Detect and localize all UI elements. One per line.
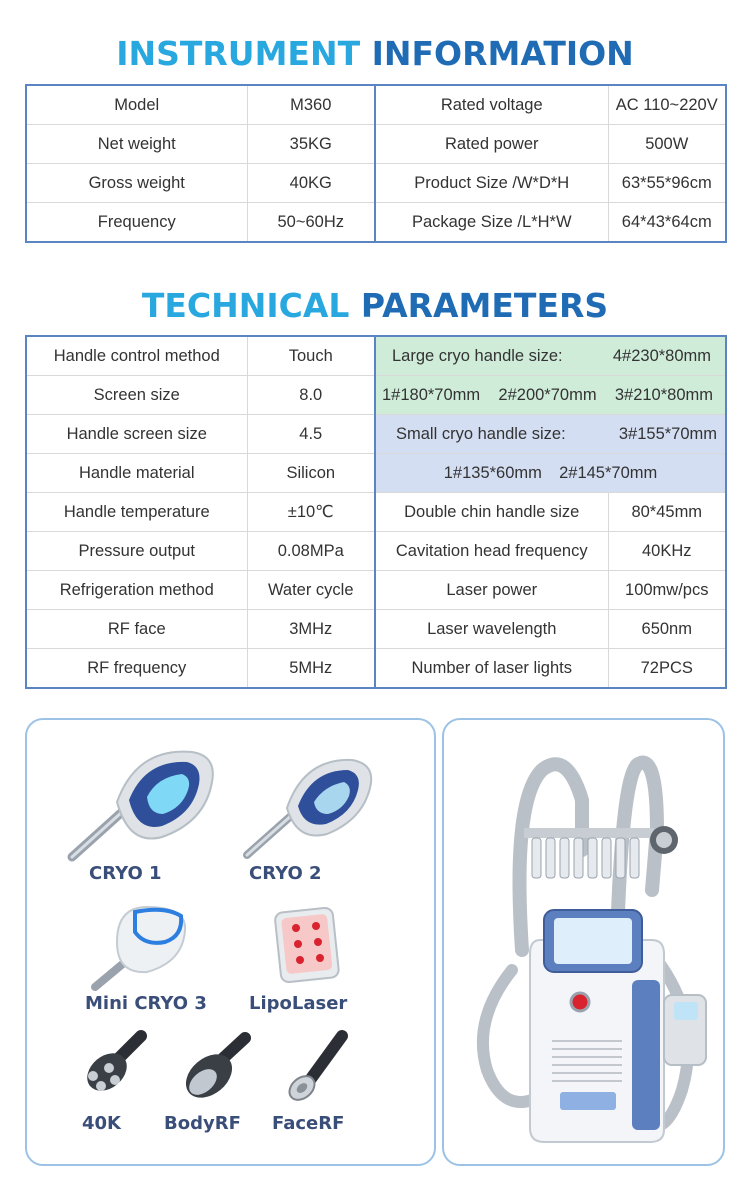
param-label: Handle control method: [26, 336, 247, 376]
spec-label: Gross weight: [26, 164, 247, 203]
40k-label: 40K: [82, 1113, 121, 1134]
param-label: Pressure output: [26, 532, 247, 571]
table-row: [26, 415, 726, 454]
instrument-information-heading: INSTRUMENT INFORMATION: [116, 34, 634, 73]
table-row: [26, 203, 726, 243]
param-label: Laser wavelength: [375, 610, 608, 649]
table-row: [26, 649, 726, 689]
param-value: 3MHz: [247, 610, 375, 649]
face-rf-head-image: [282, 1030, 352, 1110]
spec-value: 63*55*96cm: [608, 164, 726, 203]
large-cryo-label: Large cryo handle size:: [392, 346, 563, 365]
param-label: Cavitation head frequency: [375, 532, 608, 571]
param-label: Laser power: [375, 571, 608, 610]
param-value: 0.08MPa: [247, 532, 375, 571]
small-cryo-size-2: 2#145*70mm: [559, 463, 658, 482]
handpieces-panel: [25, 718, 436, 1166]
small-cryo-sizes-cell: [375, 454, 726, 493]
param-label: Handle temperature: [26, 493, 247, 532]
spec-label: Model: [26, 85, 247, 125]
lipolaser-pad-image: [272, 906, 342, 986]
spec-label: Frequency: [26, 203, 247, 243]
spec-value: M360: [247, 85, 375, 125]
technical-parameters-table: [25, 335, 727, 689]
body-rf-head-image: [179, 1030, 254, 1105]
table-row: [26, 493, 726, 532]
spec-value: 40KG: [247, 164, 375, 203]
param-value: 8.0: [247, 376, 375, 415]
spec-label: Rated power: [375, 125, 608, 164]
table-row: [26, 336, 726, 376]
table-row: [26, 85, 726, 125]
large-cryo-sizes-cell: [375, 376, 726, 415]
mini-cryo-3-label: Mini CRYO 3: [85, 993, 207, 1014]
40k-cavitation-head-image: [79, 1030, 149, 1100]
spec-value: 500W: [608, 125, 726, 164]
table-row: [26, 164, 726, 203]
param-label: RF face: [26, 610, 247, 649]
spec-label: Net weight: [26, 125, 247, 164]
small-cryo-size-3: 3#155*70mm: [618, 424, 718, 443]
lipolaser-label: LipoLaser: [249, 993, 348, 1014]
param-label: Refrigeration method: [26, 571, 247, 610]
cryo-slimming-machine-image: [452, 740, 714, 1155]
table-row: [26, 571, 726, 610]
mini-cryo-3-handle-image: [87, 902, 197, 992]
face-rf-label: FaceRF: [272, 1113, 345, 1134]
param-value: Silicon: [247, 454, 375, 493]
param-label: Number of laser lights: [375, 649, 608, 689]
param-label: RF frequency: [26, 649, 247, 689]
param-value: 72PCS: [608, 649, 726, 689]
param-value: Water cycle: [247, 571, 375, 610]
param-value: ±10℃: [247, 493, 375, 532]
param-value: Touch: [247, 336, 375, 376]
table-row: [26, 610, 726, 649]
spec-label: Rated voltage: [375, 85, 608, 125]
large-cryo-size-3: 3#210*80mm: [614, 385, 713, 404]
param-value: 80*45mm: [608, 493, 726, 532]
param-label: Double chin handle size: [375, 493, 608, 532]
param-label: Handle screen size: [26, 415, 247, 454]
cryo-1-handle-image: [67, 742, 217, 862]
spec-label: Product Size /W*D*H: [375, 164, 608, 203]
cryo-1-label: CRYO 1: [89, 863, 162, 884]
param-label: Screen size: [26, 376, 247, 415]
small-cryo-header-cell: [375, 415, 726, 454]
cryo-2-handle-image: [242, 750, 377, 860]
large-cryo-size-2: 2#200*70mm: [498, 385, 597, 404]
large-cryo-size-1: 1#180*70mm: [382, 385, 481, 404]
small-cryo-size-1: 1#135*60mm: [443, 463, 542, 482]
spec-value: 64*43*64cm: [608, 203, 726, 243]
spec-value: 50~60Hz: [247, 203, 375, 243]
param-value: 4.5: [247, 415, 375, 454]
param-value: 40KHz: [608, 532, 726, 571]
param-value: 650nm: [608, 610, 726, 649]
table-row: [26, 454, 726, 493]
param-label: Handle material: [26, 454, 247, 493]
technical-parameters-heading: TECHNICAL PARAMETERS: [141, 286, 609, 325]
spec-label: Package Size /L*H*W: [375, 203, 608, 243]
spec-value: 35KG: [247, 125, 375, 164]
table-row: [26, 532, 726, 571]
table-row: [26, 376, 726, 415]
machine-panel: [442, 718, 725, 1166]
cryo-2-label: CRYO 2: [249, 863, 322, 884]
small-cryo-label: Small cryo handle size:: [396, 424, 566, 443]
table-row: [26, 125, 726, 164]
large-cryo-header-cell: [375, 336, 726, 376]
body-rf-label: BodyRF: [164, 1113, 241, 1134]
param-value: 100mw/pcs: [608, 571, 726, 610]
param-value: 5MHz: [247, 649, 375, 689]
spec-value: AC 110~220V: [608, 85, 726, 125]
large-cryo-size-4: 4#230*80mm: [612, 346, 712, 365]
instrument-information-table: [25, 84, 727, 243]
